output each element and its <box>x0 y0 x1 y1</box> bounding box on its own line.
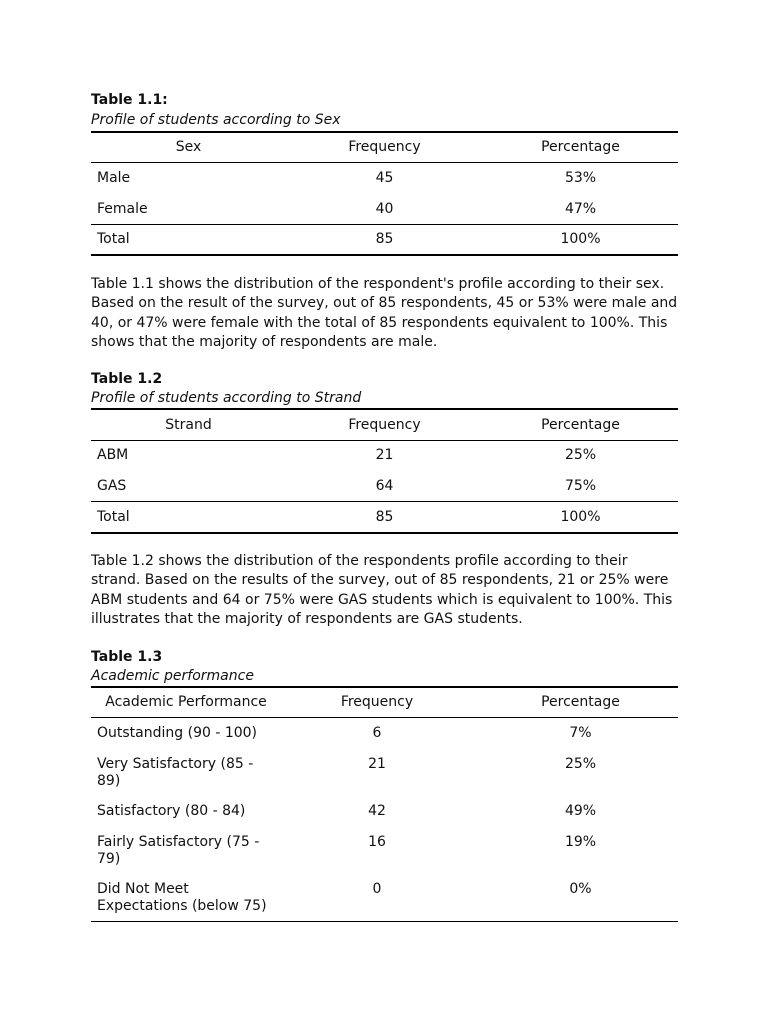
column-header: Percentage <box>541 694 620 710</box>
table-1-1-caption: Profile of students according to Sex <box>91 112 341 128</box>
table-1-2-title: Table 1.2 <box>91 371 163 387</box>
table-cell: 85 <box>375 509 394 525</box>
header-rule <box>91 162 678 163</box>
table-cell: Female <box>97 201 148 217</box>
table-bottom-rule <box>91 254 678 256</box>
table-cell: 45 <box>375 170 394 186</box>
column-header: Sex <box>175 139 202 155</box>
table-cell: Fairly Satisfactory (75 - 79) <box>97 834 260 867</box>
table-cell: 49% <box>564 803 597 819</box>
column-header: Frequency <box>340 694 414 710</box>
total-rule <box>91 224 678 225</box>
table-cell: 21 <box>368 756 386 772</box>
table-cell: 0 <box>372 881 382 897</box>
paragraph: Table 1.2 shows the distribution of the respondents profile according to their strand. Based on the results of the survey, out of 85 respondents, 21 or 25% were ABM students and 64 or 75% were GAS students which is equivalent to 100%. This illustrates that the majority of respondents are GAS students. <box>91 553 673 627</box>
table-top-rule <box>91 408 678 410</box>
paragraph: Table 1.1 shows the distribution of the respondent's profile according to their sex. Based on the result of the survey, out of 85 respondents, 45 or 53% were male and 40, or 47% were female with the total of 85 respondents equivalent to 100%. This shows that the majority of respondents are male. <box>91 276 678 350</box>
table-cell: Male <box>97 170 131 186</box>
table-cell: 25% <box>564 756 597 772</box>
table-cell: Satisfactory (80 - 84) <box>97 803 246 819</box>
table-1-3-title: Table 1.3 <box>91 649 163 665</box>
table-cell: 85 <box>375 231 394 247</box>
header-rule <box>91 440 678 441</box>
table-bottom-rule <box>91 921 678 922</box>
column-header: Strand <box>165 417 212 433</box>
table-cell: 47% <box>564 201 597 217</box>
table-cell: 21 <box>375 447 394 463</box>
table-cell: 64 <box>375 478 394 494</box>
table-cell: Did Not Meet Expectations (below 75) <box>97 881 267 914</box>
table-cell: Outstanding (90 - 100) <box>97 725 258 741</box>
table-cell: 40 <box>375 201 394 217</box>
column-header: Frequency <box>348 417 421 433</box>
table-top-rule <box>91 131 678 133</box>
table-top-rule <box>91 686 678 688</box>
table-1-1-title: Table 1.1: <box>91 92 168 108</box>
table-cell: ABM <box>97 447 129 463</box>
table-cell: 19% <box>564 834 597 850</box>
table-cell: Very Satisfactory (85 - 89) <box>97 756 254 789</box>
table-cell: Total <box>97 231 130 247</box>
column-header: Academic Performance <box>105 694 267 710</box>
table-cell: 16 <box>368 834 386 850</box>
table-cell: 75% <box>564 478 597 494</box>
table-bottom-rule <box>91 532 678 534</box>
table-cell: 6 <box>372 725 382 741</box>
table-cell: 25% <box>564 447 597 463</box>
total-rule <box>91 501 678 502</box>
column-header: Percentage <box>541 139 620 155</box>
table-1-2-caption: Profile of students according to Strand <box>91 390 362 406</box>
table-cell: 100% <box>560 231 601 247</box>
table-cell: 7% <box>569 725 592 741</box>
table-cell: GAS <box>97 478 127 494</box>
column-header: Frequency <box>348 139 421 155</box>
table-cell: 53% <box>564 170 597 186</box>
header-rule <box>91 717 678 718</box>
table-cell: 42 <box>368 803 386 819</box>
column-header: Percentage <box>541 417 620 433</box>
table-cell: 100% <box>560 509 601 525</box>
table-cell: 0% <box>569 881 592 897</box>
table-1-3-caption: Academic performance <box>91 668 254 684</box>
table-cell: Total <box>97 509 130 525</box>
